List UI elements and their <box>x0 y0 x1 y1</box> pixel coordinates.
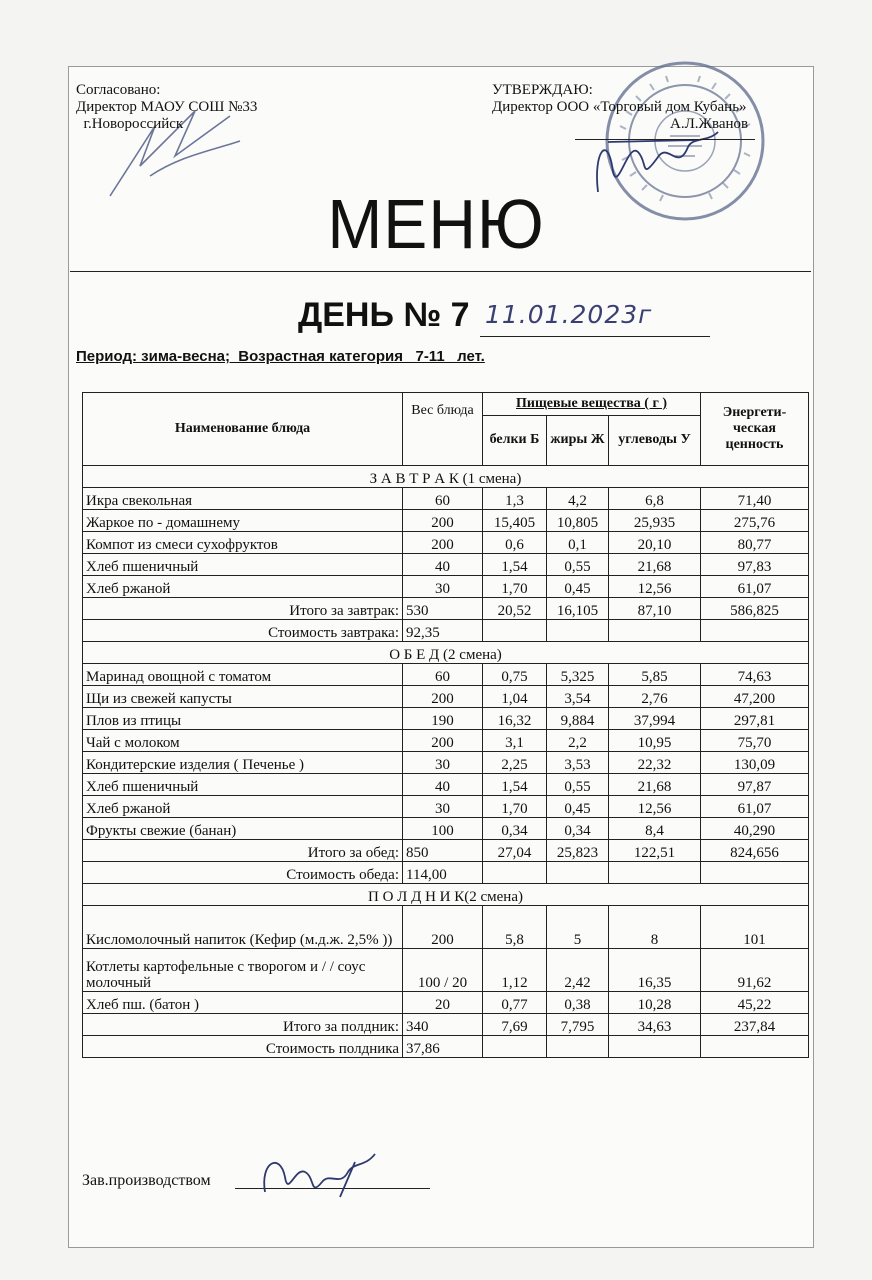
cost-value: 92,35 <box>403 620 483 642</box>
table-row <box>83 730 809 752</box>
day-date-handwritten: 11.01.2023г <box>485 300 653 329</box>
cell-p: 1,54 <box>483 554 547 576</box>
dish-name: Кисломолочный напиток (Кефир (м.д.ж. 2,5% )) <box>83 906 403 949</box>
table-row <box>83 510 809 532</box>
dish-name: Чай с молоком <box>83 730 403 752</box>
cell-p: 0,77 <box>483 992 547 1014</box>
cell-p: 1,3 <box>483 488 547 510</box>
cell-f: 0,1 <box>547 532 609 554</box>
total-row <box>83 1014 809 1036</box>
cell-f: 3,53 <box>547 752 609 774</box>
total-c: 34,63 <box>609 1014 701 1036</box>
cell-c: 37,994 <box>609 708 701 730</box>
cell-f: 5 <box>547 906 609 949</box>
cell-w: 100 <box>403 818 483 840</box>
empty-cell <box>483 1036 547 1058</box>
cell-f: 0,34 <box>547 818 609 840</box>
cell-f: 9,884 <box>547 708 609 730</box>
cell-f: 10,805 <box>547 510 609 532</box>
cell-e: 45,22 <box>701 992 809 1014</box>
total-row <box>83 840 809 862</box>
cell-e: 40,290 <box>701 818 809 840</box>
cell-c: 2,76 <box>609 686 701 708</box>
cell-w: 200 <box>403 906 483 949</box>
total-label: Итого за завтрак: <box>83 598 403 620</box>
cell-w: 200 <box>403 510 483 532</box>
section-row <box>83 466 809 488</box>
footer-label: Зав.производством <box>82 1172 211 1189</box>
dish-name: Икра свекольная <box>83 488 403 510</box>
cell-e: 275,76 <box>701 510 809 532</box>
cost-value: 114,00 <box>403 862 483 884</box>
cell-p: 3,1 <box>483 730 547 752</box>
empty-cell <box>701 862 809 884</box>
dish-name: Щи из свежей капусты <box>83 686 403 708</box>
section-title: О Б Е Д (2 смена) <box>83 642 809 664</box>
table-row <box>83 686 809 708</box>
cell-p: 2,25 <box>483 752 547 774</box>
total-e: 824,656 <box>701 840 809 862</box>
cost-row <box>83 1036 809 1058</box>
cell-c: 12,56 <box>609 576 701 598</box>
total-c: 87,10 <box>609 598 701 620</box>
cell-c: 6,8 <box>609 488 701 510</box>
cell-c: 22,32 <box>609 752 701 774</box>
cell-c: 8,4 <box>609 818 701 840</box>
dish-name: Хлеб пш. (батон ) <box>83 992 403 1014</box>
total-f: 7,795 <box>547 1014 609 1036</box>
cell-w: 60 <box>403 664 483 686</box>
table-row <box>83 992 809 1014</box>
total-w: 530 <box>403 598 483 620</box>
cell-e: 297,81 <box>701 708 809 730</box>
dish-name: Хлеб пшеничный <box>83 554 403 576</box>
cell-f: 2,2 <box>547 730 609 752</box>
empty-cell <box>483 862 547 884</box>
page-title: МЕНЮ <box>327 185 545 263</box>
cost-label: Стоимость завтрака: <box>83 620 403 642</box>
dish-name: Компот из смеси сухофруктов <box>83 532 403 554</box>
dish-name: Маринад овощной с томатом <box>83 664 403 686</box>
approval-left-line-3: г.Новороссийск <box>76 116 184 132</box>
approval-left-line-2: Директор МАОУ СОШ №33 <box>76 99 258 115</box>
cost-row <box>83 620 809 642</box>
total-e: 586,825 <box>701 598 809 620</box>
dish-name: Хлеб ржаной <box>83 576 403 598</box>
col-header-name: Наименование блюда <box>83 393 403 466</box>
cell-e: 101 <box>701 906 809 949</box>
cell-c: 21,68 <box>609 774 701 796</box>
section-row <box>83 884 809 906</box>
cell-f: 0,45 <box>547 576 609 598</box>
total-f: 25,823 <box>547 840 609 862</box>
cell-w: 20 <box>403 992 483 1014</box>
col-header-weight: Вес блюда <box>403 393 483 466</box>
total-w: 850 <box>403 840 483 862</box>
cell-f: 2,42 <box>547 949 609 992</box>
cell-w: 60 <box>403 488 483 510</box>
total-w: 340 <box>403 1014 483 1036</box>
cell-w: 30 <box>403 796 483 818</box>
cell-w: 100 / 20 <box>403 949 483 992</box>
cell-e: 97,87 <box>701 774 809 796</box>
section-title: З А В Т Р А К (1 смена) <box>83 466 809 488</box>
total-label: Итого за полдник: <box>83 1014 403 1036</box>
cell-w: 40 <box>403 774 483 796</box>
table-row <box>83 664 809 686</box>
cell-c: 5,85 <box>609 664 701 686</box>
cell-f: 0,55 <box>547 554 609 576</box>
cell-e: 130,09 <box>701 752 809 774</box>
empty-cell <box>547 620 609 642</box>
approval-right-line-3: А.Л.Жванов <box>670 116 749 132</box>
cell-p: 1,70 <box>483 796 547 818</box>
cell-f: 5,325 <box>547 664 609 686</box>
total-label: Итого за обед: <box>83 840 403 862</box>
total-c: 122,51 <box>609 840 701 862</box>
col-header-fat: жиры Ж <box>547 415 609 465</box>
dish-name: Кондитерские изделия ( Печенье ) <box>83 752 403 774</box>
cell-e: 61,07 <box>701 576 809 598</box>
col-header-carbs: углеводы У <box>609 415 701 465</box>
signature-footer <box>250 1142 390 1212</box>
cell-f: 0,38 <box>547 992 609 1014</box>
cell-p: 5,8 <box>483 906 547 949</box>
empty-cell <box>701 1036 809 1058</box>
cell-c: 8 <box>609 906 701 949</box>
table-row <box>83 818 809 840</box>
total-p: 7,69 <box>483 1014 547 1036</box>
cost-label: Стоимость обеда: <box>83 862 403 884</box>
total-e: 237,84 <box>701 1014 809 1036</box>
cell-p: 0,34 <box>483 818 547 840</box>
cell-w: 200 <box>403 686 483 708</box>
cell-e: 47,200 <box>701 686 809 708</box>
cell-w: 200 <box>403 532 483 554</box>
dish-name: Котлеты картофельные с творогом и / / соус молочный <box>83 949 403 992</box>
empty-cell <box>609 862 701 884</box>
cell-e: 91,62 <box>701 949 809 992</box>
title-divider <box>70 271 811 272</box>
cell-p: 15,405 <box>483 510 547 532</box>
section-row <box>83 642 809 664</box>
section-title: П О Л Д Н И К(2 смена) <box>83 884 809 906</box>
empty-cell <box>483 620 547 642</box>
cell-c: 25,935 <box>609 510 701 532</box>
cell-e: 80,77 <box>701 532 809 554</box>
cost-label: Стоимость полдника <box>83 1036 403 1058</box>
col-header-energy: Энергети-ческая ценность <box>701 393 809 466</box>
cell-w: 40 <box>403 554 483 576</box>
cell-w: 30 <box>403 576 483 598</box>
total-p: 27,04 <box>483 840 547 862</box>
cell-e: 75,70 <box>701 730 809 752</box>
cell-c: 20,10 <box>609 532 701 554</box>
approval-left-line-1: Согласовано: <box>76 82 161 98</box>
day-number: ДЕНЬ № 7 <box>298 296 470 334</box>
cell-f: 4,2 <box>547 488 609 510</box>
dish-name: Хлеб ржаной <box>83 796 403 818</box>
approval-block-right <box>492 82 748 133</box>
empty-cell <box>609 1036 701 1058</box>
table-row <box>83 796 809 818</box>
col-header-nutrients: Пищевые вещества ( г ) <box>483 393 701 416</box>
total-row <box>83 598 809 620</box>
table-row <box>83 949 809 992</box>
total-f: 16,105 <box>547 598 609 620</box>
signature-line-right <box>575 139 755 140</box>
empty-cell <box>547 1036 609 1058</box>
cell-c: 21,68 <box>609 554 701 576</box>
total-p: 20,52 <box>483 598 547 620</box>
cell-p: 1,04 <box>483 686 547 708</box>
cell-p: 1,70 <box>483 576 547 598</box>
period-line: Период: зима-весна; Возрастная категория 7-11 лет. <box>76 348 485 365</box>
cell-c: 10,28 <box>609 992 701 1014</box>
menu-table-body <box>83 466 809 1058</box>
cell-c: 12,56 <box>609 796 701 818</box>
table-row <box>83 576 809 598</box>
empty-cell <box>701 620 809 642</box>
empty-cell <box>547 862 609 884</box>
dish-name: Плов из птицы <box>83 708 403 730</box>
day-date-underline <box>480 336 710 337</box>
dish-name: Жаркое по - домашнему <box>83 510 403 532</box>
cell-w: 200 <box>403 730 483 752</box>
cell-w: 30 <box>403 752 483 774</box>
approval-right-line-2: Директор ООО «Торговый дом Кубань» <box>492 99 747 115</box>
table-row <box>83 752 809 774</box>
dish-name: Хлеб пшеничный <box>83 774 403 796</box>
cell-w: 190 <box>403 708 483 730</box>
approval-block-left <box>76 82 257 133</box>
cell-e: 97,83 <box>701 554 809 576</box>
dish-name: Фрукты свежие (банан) <box>83 818 403 840</box>
cell-e: 61,07 <box>701 796 809 818</box>
approval-right-line-1: УТВЕРЖДАЮ: <box>492 82 593 98</box>
cell-p: 1,54 <box>483 774 547 796</box>
cell-c: 10,95 <box>609 730 701 752</box>
table-row <box>83 906 809 949</box>
table-row <box>83 532 809 554</box>
cell-e: 74,63 <box>701 664 809 686</box>
empty-cell <box>609 620 701 642</box>
cell-p: 16,32 <box>483 708 547 730</box>
cell-e: 71,40 <box>701 488 809 510</box>
table-row <box>83 554 809 576</box>
cell-f: 3,54 <box>547 686 609 708</box>
cell-p: 0,75 <box>483 664 547 686</box>
cost-row <box>83 862 809 884</box>
menu-table <box>82 392 809 1058</box>
cell-p: 0,6 <box>483 532 547 554</box>
cell-p: 1,12 <box>483 949 547 992</box>
col-header-protein: белки Б <box>483 415 547 465</box>
table-row <box>83 708 809 730</box>
cell-f: 0,45 <box>547 796 609 818</box>
table-row <box>83 774 809 796</box>
table-row <box>83 488 809 510</box>
cell-f: 0,55 <box>547 774 609 796</box>
cell-c: 16,35 <box>609 949 701 992</box>
cost-value: 37,86 <box>403 1036 483 1058</box>
